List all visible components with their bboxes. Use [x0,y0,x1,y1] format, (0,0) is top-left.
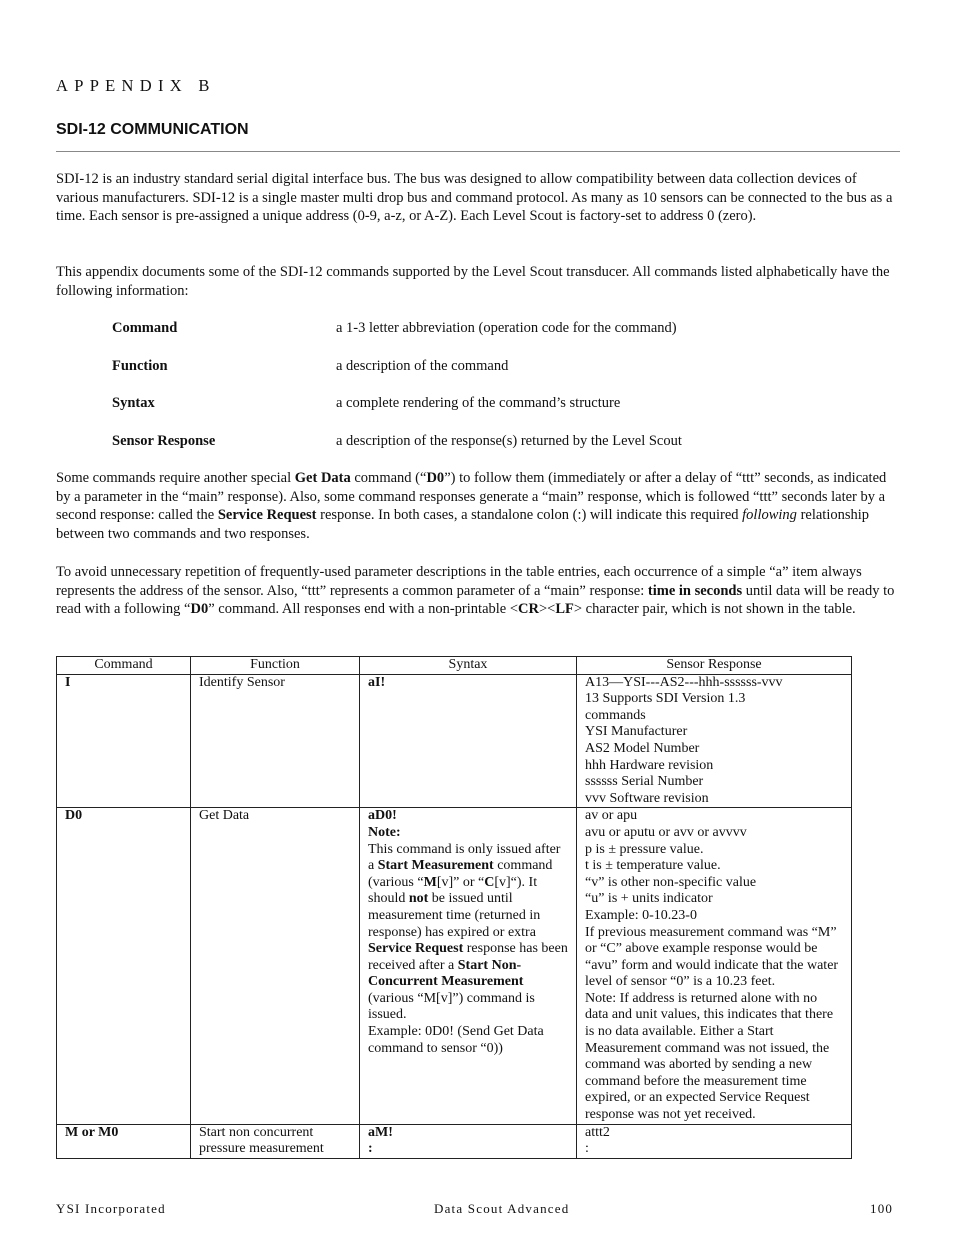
text-run: command (“ [350,470,427,486]
text-run-bold: Start Non-Concurrent Measurement [368,957,524,990]
definition-term: Sensor Response [112,433,216,450]
footer-product: Data Scout Advanced [434,1201,570,1216]
page-number: 100 [870,1201,894,1216]
definition-description: a description of the command [336,357,509,374]
text-run-bold: not [408,891,429,907]
text-run-bold: Start Measurement [377,858,494,874]
intro-paragraph-2: This appendix documents some of the SDI-12 commands supported by the Level Scout transducer. All commands listed alphabetically have the following information: [56,264,890,299]
definition-term: Syntax [112,395,155,412]
cell-syntax [360,1124,577,1158]
cell-response [577,1124,852,1158]
definition-description: a 1-3 letter abbreviation (operation code for the command) [336,320,677,336]
text-run-italic: following [742,507,797,524]
response-line: av or apu [585,808,638,824]
text-run: be issued until measurement time (returned in response) has expired or extra [368,891,541,940]
syntax-example: Example: 0D0! (Send Get Data command to sensor “0)) [368,1024,544,1056]
text-run: > character pair, which is not shown in the table. [573,601,856,618]
response-line: commands [585,707,646,723]
response-line: Example: 0-10.23-0 [585,907,697,923]
text-run: response. In both cases, a standalone colon (:) will indicate this required [316,507,743,524]
page-title: SDI-12 COMMUNICATION [56,121,249,138]
cell-response [577,674,852,808]
column-header-syntax: Syntax [360,657,577,675]
get-data-paragraph [56,469,902,543]
syntax-note-label: Note: [368,824,401,840]
definition-term: Function [112,357,168,374]
response-line: “v” is other non-specific value [585,874,757,890]
text-run: To avoid unnecessary repetition of frequently-used parameter descriptions in the table entries, each occurrence of a simple “a” item always represents the address of the sensor. Also, “ttt” represents a common parameter of a “main” response: [56,564,862,599]
table-row [57,674,852,808]
definition-description: a complete rendering of the command’s structure [336,395,621,412]
text-run: relationship between two commands and two responses. [56,507,870,542]
response-line: ssssss Serial Number [585,774,704,790]
table-row [57,1124,852,1158]
command-table [56,656,852,1159]
text-run: until data will be ready to read with a following “ [56,582,895,618]
response-line: avu or aputu or avv or avvvv [585,824,747,840]
text-run: [v]” or “ [436,874,485,890]
table-row [57,808,852,1124]
response-line: : [585,1141,589,1157]
syntax-command: aD0! [368,808,397,824]
text-run: This command is only issued after a [368,841,561,874]
text-run-bold: M [423,874,437,890]
cell-syntax [360,808,577,1124]
text-run: ” command. All responses end with a non-printable < [208,601,519,618]
column-header-command: Command [57,657,191,675]
response-line: attt2 [585,1124,610,1140]
column-header-function: Function [191,657,360,675]
text-run-bold: time in seconds [647,582,743,599]
syntax-note-text [368,842,568,1025]
cell-function: Identify Sensor [191,674,360,808]
cell-command: D0 [57,808,191,1124]
column-header-response: Sensor Response [577,657,852,675]
text-run: (various “M[v]”) command is issued. [368,990,535,1023]
response-line: p is ± pressure value. [585,841,704,857]
appendix-label: APPENDIX B [56,76,216,95]
syntax-colon: : [368,1141,373,1157]
cell-command: M or M0 [57,1124,191,1158]
text-run: command (various “ [368,858,553,890]
response-line: 13 Supports SDI Version 1.3 [585,691,746,707]
response-line: “u” is + units indicator [585,891,713,907]
response-line: Note: If address is returned alone with no data and unit values, this indicates that there is no data available. Either a Start Measurement command was not issued, the command was aborted by sending a new command before the measurement time expired, or an expected Service Request response was not yet received. [585,990,834,1123]
text-run: >< [538,601,556,618]
cell-response [577,808,852,1124]
parameters-paragraph [56,563,902,619]
text-run: ”) to follow them (immediately or after a delay of “ttt” seconds, as indicated by a parameter in the “main” response). Also, some command responses generate a “main” response, which is followed “ttt” seconds later by a second response: called the [56,470,887,524]
text-run: [v]“). It should [368,874,538,907]
text-run-bold: LF [555,601,574,618]
cell-syntax: aI! [360,674,577,808]
response-line: If previous measurement command was “M” or “C” above example response would be “avu” form and would indicate that the water level of sensor “0” is a 10.23 feet. [585,924,839,990]
response-line: A13—YSI---AS2---hhh-ssssss-vvv [585,674,783,690]
text-run-bold: D0 [426,470,445,486]
syntax-command: aM! [368,1124,393,1140]
definition-description: a description of the response(s) returned by the Level Scout [336,433,682,450]
text-run-bold: CR [518,601,539,618]
intro-paragraph-1: SDI-12 is an industry standard serial digital interface bus. The bus was designed to allow compatibility between data collection devices of various manufacturers. SDI-12 is a single master multi drop bus and command protocol. As many as 10 sensors can be connected to the bus as a time. Each sensor is pre-assigned a unique address (0-9, a-z, or A-Z). Each Level Scout is factory-set to address 0 (zero). [56,171,893,225]
text-run-bold: C [484,874,495,890]
cell-function: Start non concurrent pressure measurement [191,1124,360,1158]
text-run-bold: D0 [190,601,209,618]
response-line: hhh Hardware revision [585,757,714,773]
response-line: vvv Software revision [585,790,709,806]
text-run-bold: Service Request [217,507,317,524]
title-divider [56,151,900,152]
text-run: Some commands require another special [56,470,295,486]
response-line: t is ± temperature value. [585,858,721,874]
response-line: YSI Manufacturer [585,724,688,740]
footer-company: YSI Incorporated [56,1201,166,1216]
text-run: response has been received after a [368,941,568,973]
cell-command: I [57,674,191,808]
text-run-bold: Get Data [294,470,351,486]
text-run-bold: Service Request [368,941,464,957]
response-line: AS2 Model Number [585,740,700,756]
table-header-row [57,657,852,675]
cell-function: Get Data [191,808,360,1124]
definition-term: Command [112,320,178,336]
